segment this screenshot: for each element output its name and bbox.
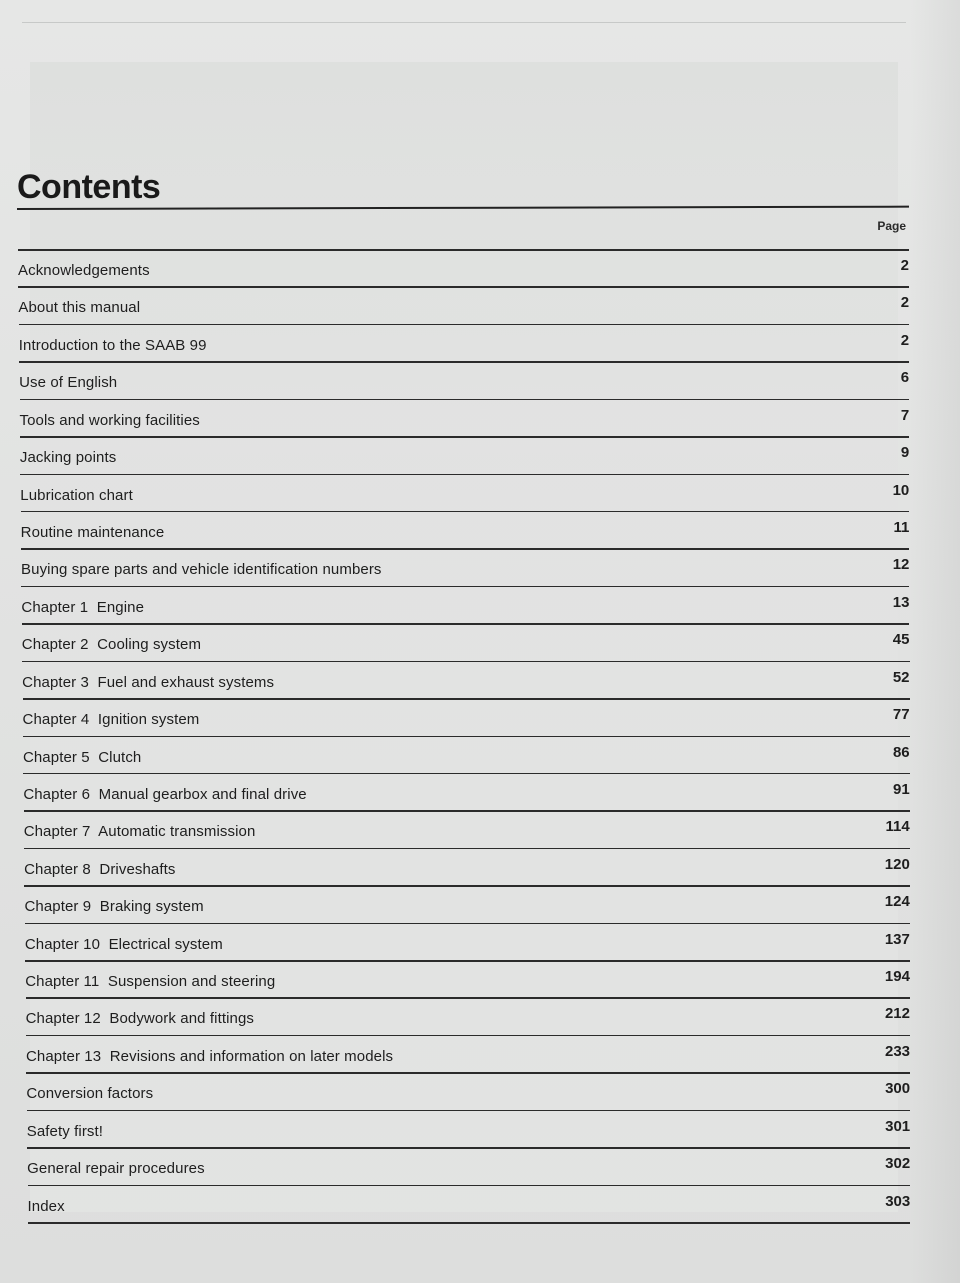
toc-entry [24,885,909,922]
toc-entry-page-number: 9 [900,444,910,462]
toc-rule [27,1147,910,1149]
toc-rule [28,1185,911,1187]
toc-entry-page-number: 91 [893,780,910,798]
toc-entry-page-number: 11 [893,518,910,536]
toc-entry [27,1147,910,1184]
toc-rule [18,249,909,251]
toc-entry [22,661,909,698]
toc-entry-page-number: 2 [900,331,910,349]
toc-entry-page-number: 12 [892,556,910,574]
toc-rule [25,960,910,962]
toc-entry [26,1072,910,1109]
toc-rule [18,286,909,288]
toc-entry-page-number: 194 [884,968,910,986]
toc-entry [18,286,909,323]
toc-entry-page-number: 2 [900,257,909,274]
toc-entry-page-number: 124 [884,893,910,911]
toc-entry-page-number: 77 [892,706,910,724]
toc-entry-label: Chapter 12 Bodywork and fittings [25,1010,255,1028]
toc-entry-label: Chapter 8 Driveshafts [24,860,176,878]
toc-entry [20,474,909,511]
toc-bottom-rule [28,1222,910,1224]
toc-entry [22,623,910,660]
toc-entry-page-number: 302 [885,1155,911,1173]
toc-rule [23,736,910,738]
toc-rule [26,997,910,999]
toc-entry-label: Index [27,1197,65,1215]
toc-entry-page-number: 13 [892,593,910,611]
toc-entry [24,848,910,885]
toc-rule [27,1110,910,1112]
toc-rule [21,586,909,588]
toc-rule [20,474,909,476]
toc-entry [24,810,910,847]
toc-entry-label: Chapter 1 Engine [21,598,145,616]
toc-entry-label: Chapter 5 Clutch [22,748,142,766]
toc-entry-label: Chapter 4 Ignition system [22,711,200,729]
toc-rule [24,885,909,887]
toc-rule [26,1035,910,1037]
toc-entry [25,923,910,960]
toc-entry-label: Acknowledgements [18,262,150,279]
toc-entry-label: Introduction to the SAAB 99 [18,336,207,354]
toc-entry [23,736,910,773]
toc-rule [24,848,910,850]
toc-entry-page-number: 233 [885,1042,911,1060]
toc-entry [20,399,910,436]
toc-rule [21,548,909,550]
toc-entry-label: About this manual [18,299,141,317]
toc-entry [21,586,909,623]
toc-rule [20,436,909,438]
toc-entry-page-number: 6 [900,369,910,387]
toc-rule [24,810,910,812]
toc-entry-label: Buying spare parts and vehicle identification numbers [21,561,382,579]
toc-entry-label: Chapter 13 Revisions and information on later models [25,1047,394,1065]
toc-entry-page-number: 52 [892,668,910,686]
toc-entry-label: Chapter 2 Cooling system [21,636,202,654]
toc-rule [22,623,910,625]
toc-entry-page-number: 114 [885,818,910,836]
toc-entry-label: Chapter 6 Manual gearbox and final drive [23,785,307,803]
toc-entry [23,773,909,810]
toc-entry [26,1035,910,1072]
toc-entry-page-number: 300 [885,1080,911,1098]
toc-entry-label: Chapter 10 Electrical system [24,935,223,953]
page-title: Contents [17,168,161,206]
toc-rule [19,361,909,363]
toc-rule [25,923,910,925]
toc-entry-page-number: 301 [885,1117,911,1135]
toc-entry [26,997,910,1034]
toc-rule [22,661,909,663]
toc-entry-label: Chapter 9 Braking system [24,898,204,916]
toc-rule [23,698,910,700]
toc-entry [18,249,909,286]
toc-rule [23,773,909,775]
toc-entry-label: Jacking points [19,449,117,467]
toc-entry-label: Lubrication chart [20,486,133,504]
toc-entry [19,361,909,398]
toc-rule [26,1072,910,1074]
toc-entry [21,548,909,585]
toc-entry-page-number: 2 [900,294,910,312]
toc-entry [19,324,909,361]
toc-rule [21,511,910,513]
toc-entry-label: Use of English [19,374,118,392]
toc-rule [20,399,910,401]
toc-entry-page-number: 10 [892,481,910,499]
toc-entry [21,511,910,548]
toc-entry-page-number: 120 [884,855,910,873]
toc-entry-label: Chapter 11 Suspension and steering [25,973,276,991]
toc-entry [20,436,909,473]
toc-rule [19,324,909,326]
toc-entry-label: Tools and working facilities [19,411,200,429]
toc-entry [28,1185,911,1222]
toc-entry-page-number: 137 [884,930,910,948]
toc-entry-page-number: 7 [900,406,910,424]
toc-entry-page-number: 86 [892,743,910,761]
toc-entry-label: Chapter 3 Fuel and exhaust systems [22,673,275,691]
toc-entry-label: Routine maintenance [20,523,165,541]
toc-entry-label: Chapter 7 Automatic transmission [23,823,256,841]
toc-entry [23,698,910,735]
toc-entry-page-number: 45 [892,631,910,649]
toc-entry-page-number: 303 [885,1192,911,1210]
page-column-header: Page [877,219,906,233]
toc-entry [25,960,910,997]
toc-entry-label: Conversion factors [26,1085,154,1103]
toc-entry [27,1110,910,1147]
toc-entry-label: General repair procedures [27,1160,205,1178]
toc-entry-label: Safety first! [26,1122,104,1140]
toc-entry-page-number: 212 [884,1005,910,1023]
